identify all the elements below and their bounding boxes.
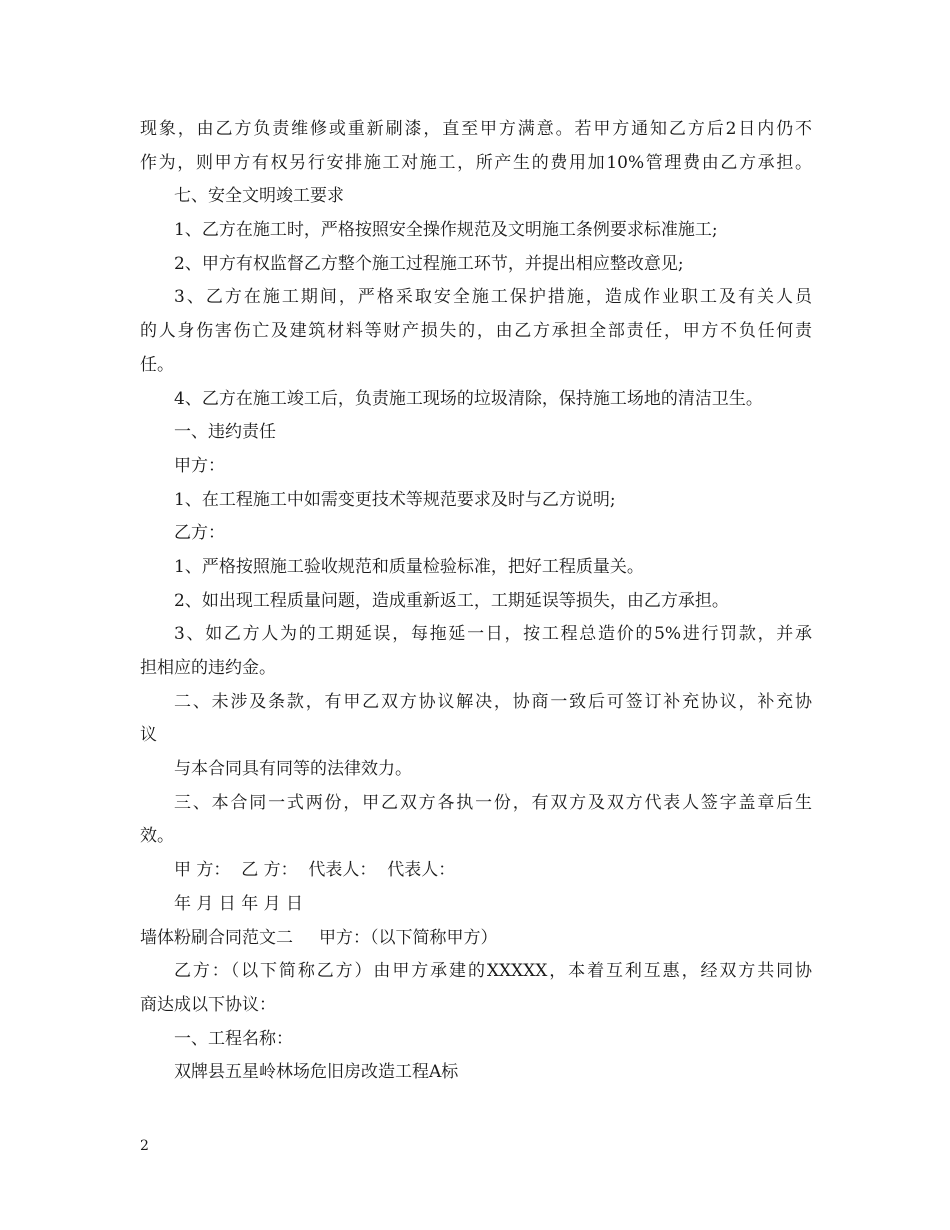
text-line: 的人身伤害伤亡及建筑材料等财产损失的，由乙方承担全部责任，甲方不负任何责	[140, 321, 812, 342]
text-line: 2、如出现工程质量问题，造成重新返工，工期延误等损失，由乙方承担。	[174, 590, 729, 611]
party-label: 乙方：	[174, 523, 225, 544]
text-line: 3、如乙方人为的工期延误，每拖延一日，按工程总造价的5%进行罚款，并承	[174, 624, 812, 645]
document-body	[140, 113, 812, 1090]
party-label: 甲方：	[174, 455, 225, 476]
text-line: 议	[140, 725, 157, 746]
text-line: 三、本合同一式两份，甲乙双方各执一份，有双方及双方代表人签字盖章后生	[174, 792, 812, 813]
section-heading: 一、工程名称：	[174, 1028, 293, 1049]
text-line: 效。	[140, 826, 174, 847]
text-line: 担相应的违约金。	[140, 658, 276, 678]
signature-line: 甲 方： 乙 方： 代表人： 代表人：	[174, 860, 456, 881]
party-a-line: 甲方：（以下简称甲方）	[319, 927, 498, 948]
contract-title-line	[140, 922, 812, 956]
text-line: 现象，由乙方负责维修或重新刷漆，直至甲方满意。若甲方通知乙方后2日内仍不	[140, 119, 812, 139]
text-line: 1、严格按照施工验收规范和质量检验标准，把好工程质量关。	[174, 556, 644, 577]
text-line: 任。	[140, 354, 174, 375]
text-line: 与本合同具有同等的法律效力。	[174, 759, 412, 780]
text-line: 乙方：（以下简称乙方）由甲方承建的XXXXX，本着互利互惠，经双方共同协	[174, 961, 812, 982]
project-name: 双牌县五星岭林场危旧房改造工程A标	[174, 1062, 459, 1083]
text-line: 3、乙方在施工期间，严格采取安全施工保护措施，造成作业职工及有关人员	[174, 287, 812, 308]
page-number: 2	[140, 1138, 149, 1154]
section-heading: 七、安全文明竣工要求	[174, 186, 344, 207]
contract-title: 墙体粉刷合同范文二	[140, 927, 293, 948]
text-line: 4、乙方在施工竣工后，负责施工现场的垃圾清除，保持施工场地的清洁卫生。	[174, 388, 763, 409]
date-line: 年 月 日 年 月 日	[174, 893, 304, 914]
text-line: 作为，则甲方有权另行安排施工对施工，所产生的费用加10%管理费由乙方承担。	[140, 152, 812, 173]
text-line: 1、乙方在施工时，严格按照安全操作规范及文明施工条例要求标准施工;	[174, 220, 718, 241]
text-line: 商达成以下协议：	[140, 994, 276, 1015]
section-heading: 一、违约责任	[174, 422, 276, 443]
text-line: 2、甲方有权监督乙方整个施工过程施工环节，并提出相应整改意见;	[174, 253, 684, 274]
text-line: 二、未涉及条款，有甲乙双方协议解决，协商一致后可签订补充协议，补充协	[174, 691, 812, 712]
text-line: 1、在工程施工中如需变更技术等规范要求及时与乙方说明;	[174, 489, 616, 510]
